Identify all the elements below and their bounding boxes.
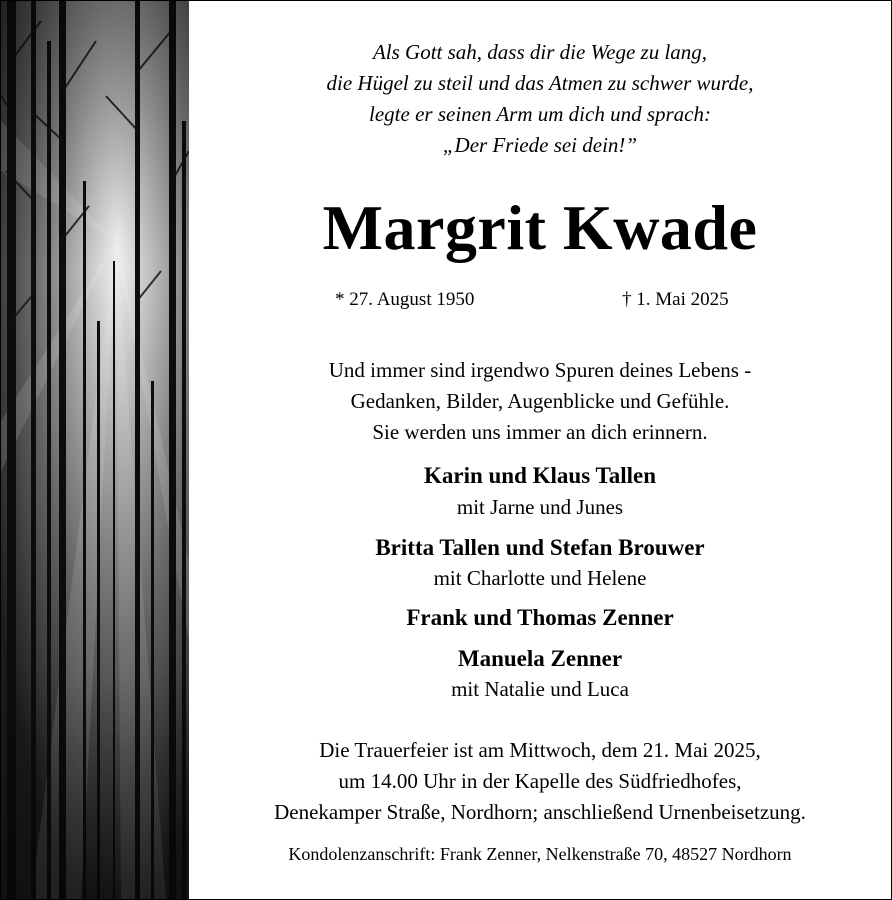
memorial-text-line: Gedanken, Bilder, Augenblicke und Gefühle.: [350, 389, 730, 413]
birth-date: * 27. August 1950: [335, 289, 475, 310]
poem-line: „Der Friede sei dein!”: [442, 133, 638, 157]
memorial-text-line: Und immer sind irgendwo Spuren deines Lebens -: [328, 358, 752, 382]
family-members: mit Jarne und Junes: [456, 495, 624, 519]
service-info-line: Denekamper Straße, Nordhorn; anschließend Urnenbeisetzung.: [274, 800, 806, 824]
condolence-address: Kondolenzanschrift: Frank Zenner, Nelkenstraße 70, 48527 Nordhorn: [288, 844, 792, 864]
service-info-line: um 14.00 Uhr in der Kapelle des Südfriedhofes,: [338, 769, 742, 793]
service-info-line: Die Trauerfeier ist am Mittwoch, dem 21. Mai 2025,: [319, 738, 761, 762]
notice-text-area: [189, 1, 891, 899]
family-name: Britta Tallen und Stefan Brouwer: [375, 535, 705, 560]
deceased-name: Margrit Kwade: [322, 192, 758, 263]
family-name: Frank und Thomas Zenner: [406, 605, 674, 630]
poem-line: Als Gott sah, dass dir die Wege zu lang,: [372, 40, 708, 64]
family-members: mit Charlotte und Helene: [433, 566, 647, 590]
family-name: Karin und Klaus Tallen: [423, 463, 657, 488]
memorial-text-line: Sie werden uns immer an dich erinnern.: [372, 420, 708, 444]
poem-line: legte er seinen Arm um dich und sprach:: [369, 102, 711, 126]
forest-sunlight-image: [1, 1, 189, 899]
death-date: † 1. Mai 2025: [622, 289, 729, 310]
poem-line: die Hügel zu steil und das Atmen zu schwer wurde,: [326, 71, 754, 95]
family-members: mit Natalie und Luca: [451, 677, 629, 701]
family-name: Manuela Zenner: [457, 646, 623, 671]
